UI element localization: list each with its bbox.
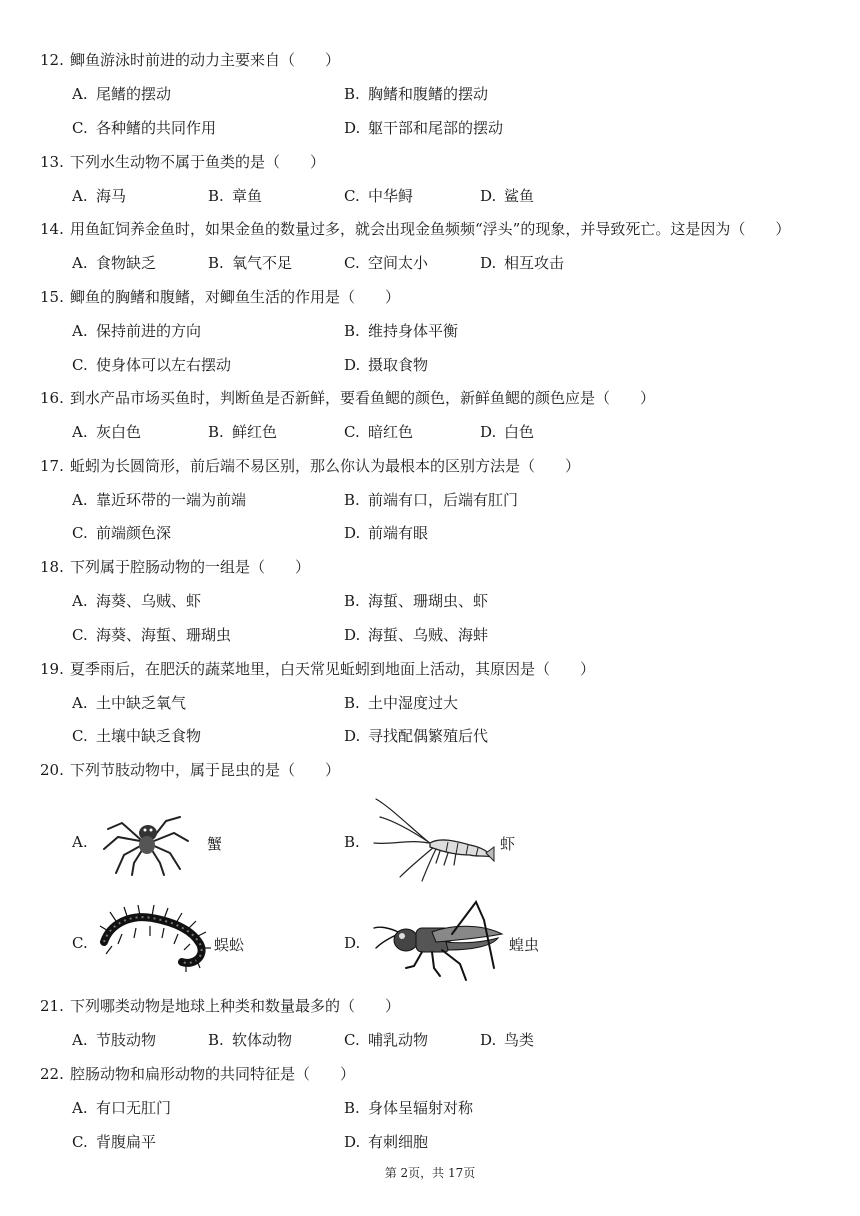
option-a[interactable] [72,1029,156,1050]
option-c[interactable] [344,421,413,442]
shrimp-image-icon [370,797,496,883]
option-b[interactable] [344,833,368,851]
option-text: 保持前进的方向 [96,322,202,340]
question-12 [40,49,340,70]
option-text: 蜈蚣 [214,936,245,954]
option-letter: A. [72,1099,88,1117]
option-text: 氧气不足 [232,254,293,272]
option-b-caption [500,833,515,854]
question-number: 18. [40,558,64,576]
option-d[interactable] [344,117,503,138]
question-text: 夏季雨后，在肥沃的蔬菜地里，白天常见蚯蚓到地面上活动，其原因是（ ） [70,660,596,678]
option-letter: B. [208,254,224,272]
option-b[interactable] [208,252,292,273]
option-b[interactable] [344,320,458,341]
option-letter: C. [72,356,88,374]
option-letter: A. [72,85,88,103]
option-d[interactable] [480,185,534,206]
option-d[interactable] [344,725,488,746]
option-c[interactable] [72,354,231,375]
option-text: 暗红色 [368,423,414,441]
option-text: 使身体可以左右摆动 [96,356,232,374]
option-letter: B. [208,1031,224,1049]
question-text: 到水产品市场买鱼时，判断鱼是否新鲜，要看鱼鳃的颜色，新鲜鱼鳃的颜色应是（ ） [70,389,656,407]
option-a[interactable] [72,590,201,611]
option-text: 海葵、海蜇、珊瑚虫 [96,626,232,644]
question-number: 15. [40,288,64,306]
option-text: 节肢动物 [96,1031,157,1049]
option-c[interactable] [344,252,428,273]
option-letter: A. [72,254,88,272]
option-a[interactable] [72,185,126,206]
option-letter: D. [344,356,361,374]
option-text: 灰白色 [96,423,142,441]
option-text: 海马 [96,187,127,205]
option-letter: A. [72,1031,88,1049]
question-13 [40,151,325,172]
option-letter: A. [72,592,88,610]
option-letter: A. [72,694,88,712]
option-letter: D. [344,1133,361,1151]
option-text: 食物缺乏 [96,254,157,272]
question-text: 下列水生动物不属于鱼类的是（ ） [70,153,326,171]
option-letter: A. [72,322,88,340]
option-d[interactable] [480,252,564,273]
option-text: 中华鲟 [368,187,414,205]
option-d[interactable] [344,522,428,543]
option-a[interactable] [72,833,96,851]
option-a[interactable] [72,421,141,442]
option-text: 身体呈辐射对称 [368,1099,474,1117]
option-text: 背腹扁平 [96,1133,157,1151]
option-letter: D. [480,1031,497,1049]
question-22 [40,1063,355,1084]
question-20 [40,759,340,780]
question-number: 20. [40,761,64,779]
option-d[interactable] [344,934,368,952]
option-b[interactable] [208,1029,292,1050]
option-c[interactable] [344,1029,428,1050]
option-letter: C. [72,1133,88,1151]
question-number: 21. [40,997,64,1015]
option-letter: B. [208,187,224,205]
option-text: 前端有眼 [368,524,429,542]
question-text: 鲫鱼的胸鳍和腹鳍，对鲫鱼生活的作用是（ ） [70,288,401,306]
option-b[interactable] [208,185,262,206]
question-number: 13. [40,153,64,171]
option-text: 土中缺乏氧气 [96,694,187,712]
option-a-caption [207,833,222,854]
option-text: 海葵、乌贼、虾 [96,592,202,610]
page-footer: 第 2页，共 17页 [384,1166,476,1180]
question-text: 下列哪类动物是地球上种类和数量最多的（ ） [70,997,401,1015]
option-d[interactable] [480,421,534,442]
question-text: 鲫鱼游泳时前进的动力主要来自（ ） [70,51,341,69]
question-text: 蚯蚓为长圆筒形，前后端不易区别，那么你认为最根本的区别方法是（ ） [70,457,581,475]
question-number: 14. [40,220,64,238]
option-text: 蟹 [207,835,223,853]
option-letter: B. [344,1099,360,1117]
option-text: 哺乳动物 [368,1031,429,1049]
question-21 [40,995,400,1016]
option-text: 躯干部和尾部的摆动 [368,119,504,137]
option-letter: D. [344,727,361,745]
question-14 [40,218,790,239]
option-a[interactable] [72,320,201,341]
option-text: 白色 [504,423,535,441]
option-d[interactable] [344,1131,428,1152]
option-letter: B. [344,491,360,509]
option-text: 空间太小 [368,254,429,272]
option-text: 软体动物 [232,1031,293,1049]
option-letter: B. [208,423,224,441]
question-17 [40,455,580,476]
option-letter: C. [72,119,88,137]
option-letter: D. [344,524,361,542]
option-text: 海蜇、乌贼、海蚌 [368,626,489,644]
option-text: 相互攻击 [504,254,565,272]
option-letter: D. [480,254,497,272]
grasshopper-image-icon [372,898,508,982]
question-number: 19. [40,660,64,678]
question-number: 22. [40,1065,64,1083]
question-text: 下列节肢动物中，属于昆虫的是（ ） [70,761,341,779]
option-text: 有口无肛门 [96,1099,172,1117]
option-letter: A. [72,833,88,851]
option-letter: B. [344,322,360,340]
option-text: 章鱼 [232,187,263,205]
spider-image-icon [100,803,190,877]
question-number: 16. [40,389,64,407]
option-letter: A. [72,491,88,509]
option-a[interactable] [72,252,156,273]
option-b[interactable] [344,590,488,611]
option-letter: C. [344,254,360,272]
option-c-caption [214,934,244,955]
option-text: 靠近环带的一端为前端 [96,491,247,509]
question-text: 腔肠动物和扁形动物的共同特征是（ ） [70,1065,356,1083]
option-letter: B. [344,833,360,851]
question-15 [40,286,400,307]
option-c[interactable] [72,624,231,645]
centipede-image-icon [96,904,212,974]
question-number: 12. [40,51,64,69]
option-letter: A. [72,423,88,441]
option-text: 土壤中缺乏食物 [96,727,202,745]
option-text: 虾 [500,835,516,853]
option-a[interactable] [72,692,186,713]
option-letter: D. [344,934,361,952]
option-letter: C. [72,626,88,644]
option-letter: C. [72,727,88,745]
option-c[interactable] [344,185,413,206]
question-19 [40,658,595,679]
option-letter: C. [72,524,88,542]
option-text: 海蜇、珊瑚虫、虾 [368,592,489,610]
option-b[interactable] [344,489,518,510]
option-letter: D. [344,119,361,137]
option-a[interactable] [72,83,171,104]
option-b[interactable] [208,421,277,442]
option-d[interactable] [344,624,488,645]
option-a[interactable] [72,489,246,510]
option-text: 尾鳍的摆动 [96,85,172,103]
option-c[interactable] [72,725,201,746]
option-text: 蝗虫 [509,936,540,954]
option-letter: C. [344,187,360,205]
option-d-caption [509,934,539,955]
option-text: 寻找配偶繁殖后代 [368,727,489,745]
question-18 [40,556,310,577]
option-b[interactable] [344,83,488,104]
option-c[interactable] [72,117,216,138]
option-text: 土中湿度过大 [368,694,459,712]
option-a[interactable] [72,1097,171,1118]
option-letter: C. [72,934,88,952]
option-d[interactable] [480,1029,534,1050]
question-16 [40,387,655,408]
option-letter: B. [344,592,360,610]
option-letter: D. [480,187,497,205]
option-text: 前端颜色深 [96,524,172,542]
option-b[interactable] [344,692,458,713]
option-d[interactable] [344,354,428,375]
option-text: 鲨鱼 [504,187,535,205]
option-letter: C. [344,423,360,441]
question-number: 17. [40,457,64,475]
option-b[interactable] [344,1097,473,1118]
option-text: 鲜红色 [232,423,278,441]
question-text: 用鱼缸饲养金鱼时，如果金鱼的数量过多，就会出现金鱼频频“浮头”的现象，并导致死亡。这是因为（ ） [70,220,791,238]
option-letter: D. [480,423,497,441]
option-letter: C. [344,1031,360,1049]
option-c[interactable] [72,1131,156,1152]
question-text: 下列属于腔肠动物的一组是（ ） [70,558,311,576]
option-letter: B. [344,85,360,103]
option-text: 各种鳍的共同作用 [96,119,217,137]
option-text: 维持身体平衡 [368,322,459,340]
option-text: 鸟类 [504,1031,535,1049]
option-letter: A. [72,187,88,205]
option-c[interactable] [72,522,171,543]
option-letter: D. [344,626,361,644]
option-text: 胸鳍和腹鳍的摆动 [368,85,489,103]
option-text: 摄取食物 [368,356,429,374]
option-text: 有刺细胞 [368,1133,429,1151]
option-text: 前端有口，后端有肛门 [368,491,519,509]
option-c[interactable] [72,934,96,952]
option-letter: B. [344,694,360,712]
